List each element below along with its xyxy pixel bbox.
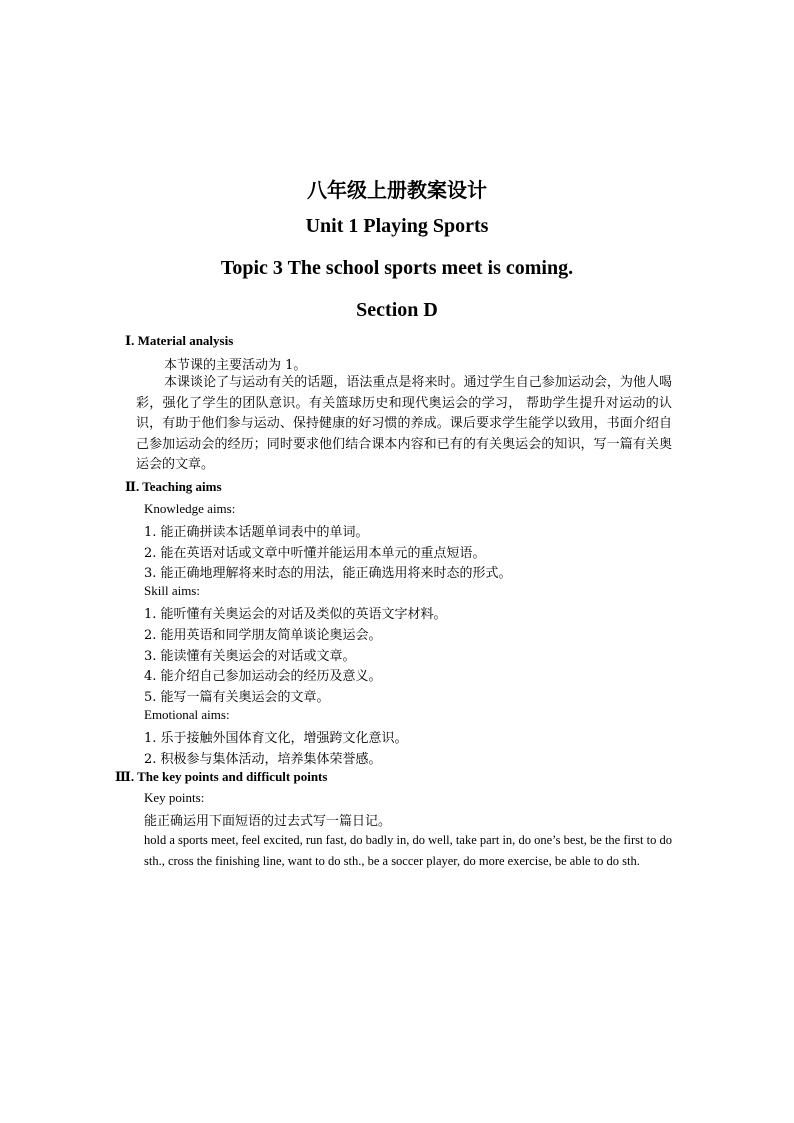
material-analysis-paragraph: 本课谈论了与运动有关的话题，语法重点是将来时。通过学生自己参加运动会，为他人喝彩，强化了学生的团队意识。有关篮球历史和现代奥运会的学习， 帮助学生提升对运动的认识，有助于他们参与运动、保持健康的好习惯的养成。课后要求学生能学以致用，书面介绍自己参加运动会的经历；同时要求他们结合课本内容和已有的有关奥运会的知识，写一篇有关奥运会的文章。	[136, 375, 672, 472]
skill-aim-item: 5. 能写一篇有关奥运会的文章。	[144, 690, 330, 705]
knowledge-aim-item: 1. 能正确拼读本话题单词表中的单词。	[144, 525, 369, 540]
section-title: Section D	[356, 299, 438, 321]
key-points-label: Key points:	[144, 790, 205, 805]
material-activity-line: 本节课的主要活动为 1。	[164, 358, 307, 373]
emotional-aim-item: 2. 积极参与集体活动，培养集体荣誉感。	[144, 752, 382, 767]
skill-aim-item: 3. 能读懂有关奥运会的对话或文章。	[144, 649, 356, 664]
key-points-instruction: 能正确运用下面短语的过去式写一篇日记。	[144, 814, 392, 829]
topic-title: Topic 3 The school sports meet is coming.	[220, 257, 574, 279]
knowledge-aim-item: 3. 能正确地理解将来时态的用法，能正确选用将来时态的形式。	[144, 566, 512, 581]
skill-aim-item: 1. 能听懂有关奥运会的对话及类似的英语文字材料。	[144, 607, 447, 622]
unit-title: Unit 1 Playing Sports	[305, 215, 489, 237]
skill-aim-item: 2. 能用英语和同学朋友简单谈论奥运会。	[144, 628, 382, 643]
knowledge-aim-item: 2. 能在英语对话或文章中听懂并能运用本单元的重点短语。	[144, 546, 486, 561]
teaching-aims-heading: Ⅱ. Teaching aims	[125, 479, 222, 494]
skill-aim-item: 4. 能介绍自己参加运动会的经历及意义。	[144, 669, 382, 684]
skill-aims-label: Skill aims:	[144, 583, 200, 598]
key-phrases-paragraph: hold a sports meet, feel excited, run fast, do badly in, do well, take part in, do one’s best, be the first to do sth., cross the finishing line, want to do sth., be a soccer player, do more exercise, be able to do sth.	[144, 833, 672, 868]
emotional-aim-item: 1. 乐于接触外国体育文化，增强跨文化意识。	[144, 731, 408, 746]
knowledge-aims-label: Knowledge aims:	[144, 501, 236, 516]
grade-title: 八年级上册教案设计	[307, 180, 487, 202]
emotional-aims-label: Emotional aims:	[144, 707, 230, 722]
material-analysis-heading: Ⅰ. Material analysis	[125, 333, 234, 348]
key-points-heading: Ⅲ. The key points and difficult points	[115, 769, 328, 784]
